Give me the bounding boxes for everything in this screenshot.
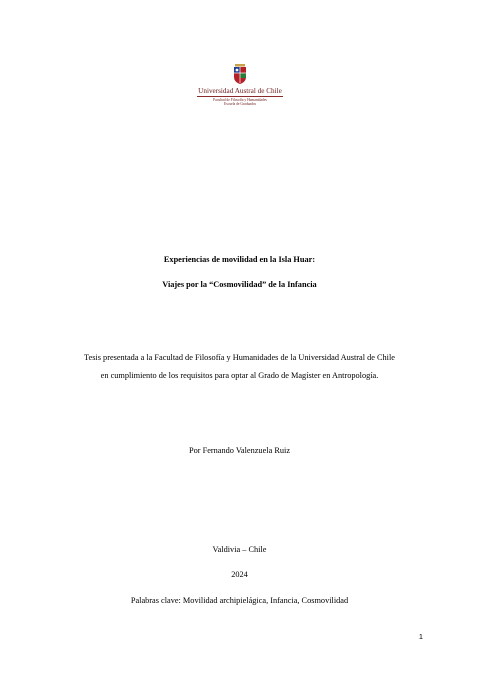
university-crest-icon [233, 64, 247, 84]
thesis-description-line-2: en cumplimiento de los requisitos para optar al Grado de Magíster en Antropología. [100, 371, 379, 380]
thesis-description-line-1: Tesis presentada a la Facultad de Filosofía y Humanidades de la Universidad Austral de Chile [84, 353, 395, 362]
year-line: 2024 [231, 570, 248, 579]
logo-divider [197, 96, 283, 97]
keywords-line: Palabras clave: Movilidad archipielágica, Infancia, Cosmovilidad [130, 596, 349, 605]
university-name: Universidad Austral de Chile [198, 87, 282, 95]
faculty-name: Facultad de Filosofía y Humanidades [213, 98, 267, 102]
school-name: Escuela de Graduados [224, 102, 256, 107]
place-line: Valdivia – Chile [212, 545, 267, 554]
author-line: Por Fernando Valenzuela Ruiz [189, 446, 290, 455]
page-number: 1 [418, 632, 423, 641]
thesis-title-line-2: Viajes por la “Cosmovilidad” de la Infancia [162, 280, 317, 289]
thesis-title-line-1: Experiencias de movilidad en la Isla Huar: [163, 255, 316, 264]
university-logo [190, 64, 290, 107]
